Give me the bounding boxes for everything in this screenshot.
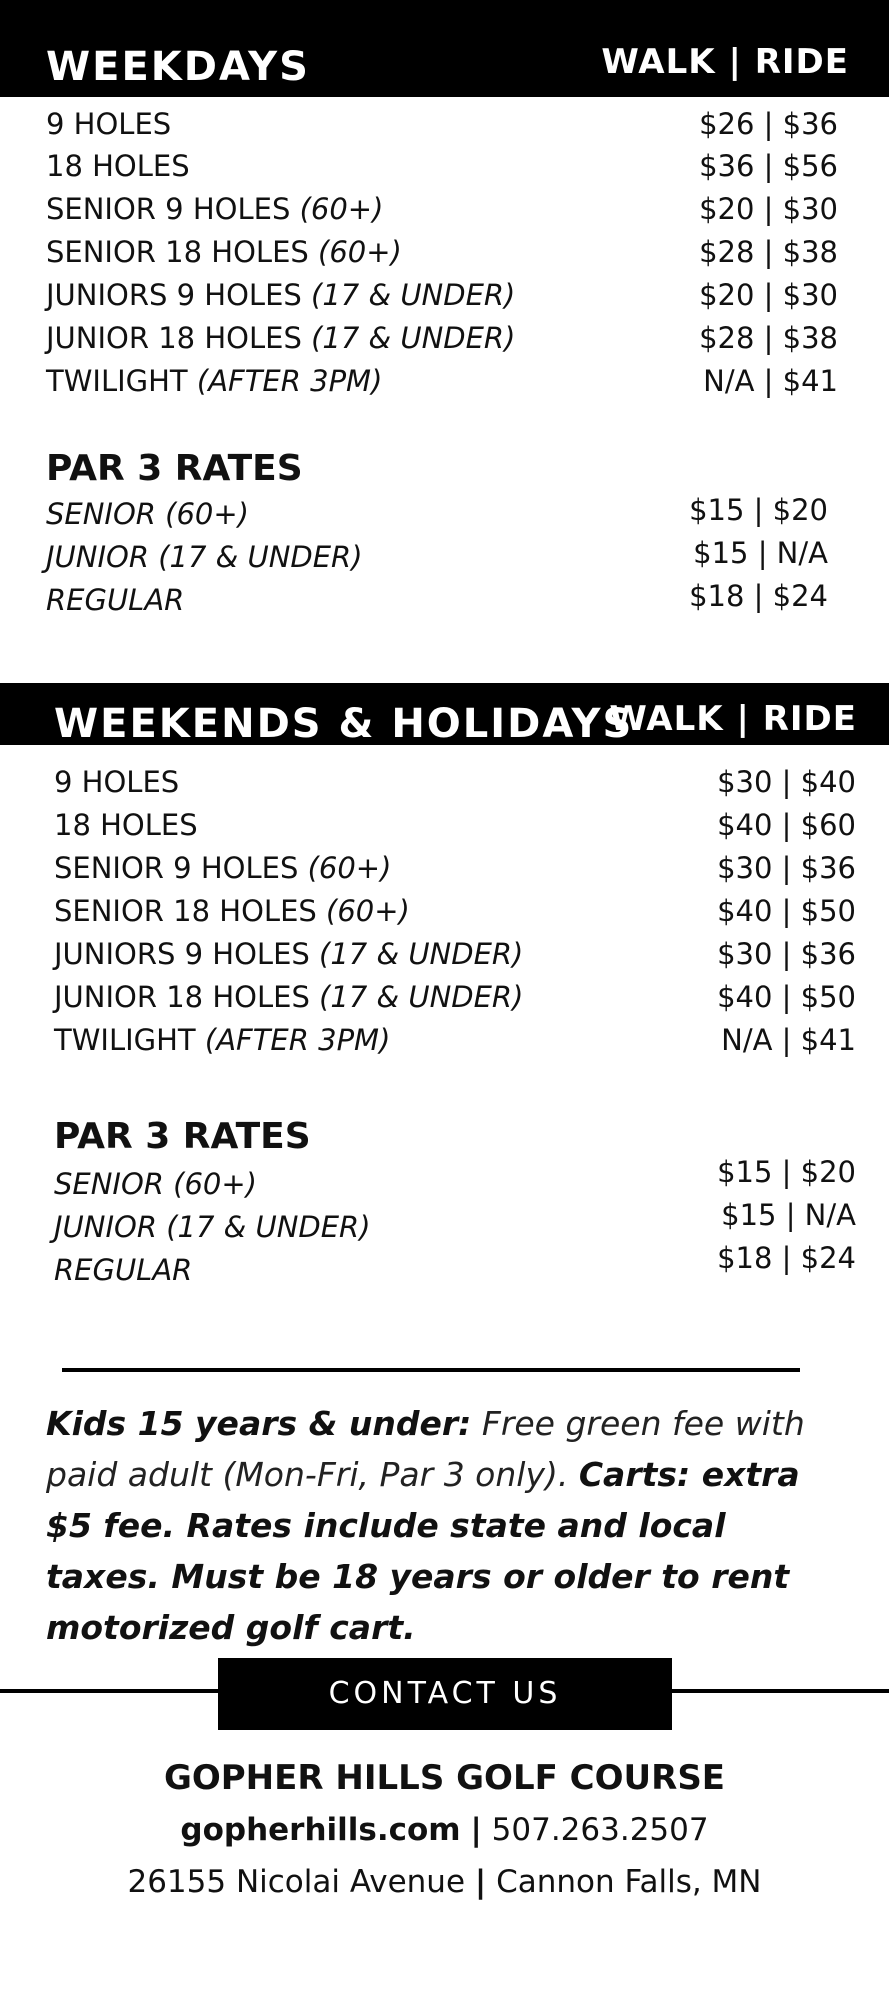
website-link[interactable]: gopherhills.com: [180, 1812, 461, 1848]
par3-label: REGULAR: [46, 583, 185, 617]
par3-price: $18 | $24: [689, 579, 828, 613]
rate-row: [54, 1020, 856, 1060]
rate-price: $40 | $60: [717, 808, 856, 842]
kids-text: Free green fee with paid adult (Mon-Fri, Par 3 only).: [46, 1404, 805, 1494]
rate-price: $30 | $36: [717, 851, 856, 885]
rate-row: [54, 977, 856, 1017]
weekends-header-bar: [0, 683, 889, 745]
rate-row: [54, 891, 856, 931]
weekdays-par3-heading: PAR 3 RATES: [46, 448, 303, 489]
rate-price: $30 | $40: [717, 765, 856, 799]
rate-label: TWILIGHT: [46, 364, 197, 398]
rate-label: 9 HOLES: [54, 765, 180, 799]
par3-price: $15 | $20: [717, 1155, 856, 1189]
rate-row: [46, 275, 838, 315]
rate-note: (60+): [307, 851, 392, 885]
par3-price: $18 | $24: [717, 1241, 856, 1275]
rate-price: N/A | $41: [721, 1023, 856, 1057]
par3-row: [46, 580, 826, 620]
street-address: 26155 Nicolai Avenue: [127, 1864, 466, 1900]
rate-price: $40 | $50: [717, 980, 856, 1014]
carts-note: Carts: extra $5 fee. Rates include state and local taxes. Must be 18 years or older to rent motorized golf cart.: [46, 1455, 800, 1647]
rate-label: SENIOR 9 HOLES: [46, 192, 300, 226]
separator: |: [474, 1864, 487, 1900]
weekends-columns-label: WALK | RIDE: [609, 699, 857, 739]
par3-row: [46, 537, 826, 577]
rate-label: JUNIORS 9 HOLES: [54, 937, 320, 971]
rate-price: $40 | $50: [717, 894, 856, 928]
weekends-rates-list: [54, 762, 856, 1062]
rate-label: 9 HOLES: [46, 107, 172, 141]
rate-row: [46, 104, 838, 144]
par3-row: [54, 1241, 856, 1290]
website-phone-line: [0, 1812, 889, 1848]
rate-note: (AFTER 3PM): [204, 1023, 391, 1057]
weekdays-title: WEEKDAYS: [46, 44, 310, 90]
par3-label: JUNIOR (17 & UNDER): [54, 1210, 371, 1244]
rate-label: JUNIORS 9 HOLES: [46, 278, 312, 312]
rate-price: $36 | $56: [699, 149, 838, 183]
rate-price: $30 | $36: [717, 937, 856, 971]
weekends-title: WEEKENDS & HOLIDAYS: [54, 701, 634, 747]
weekdays-rates-list: [46, 104, 838, 404]
par3-label: SENIOR (60+): [54, 1167, 257, 1201]
section-divider: [62, 1368, 800, 1372]
rate-label: SENIOR 18 HOLES: [54, 894, 327, 928]
par3-label: SENIOR (60+): [46, 497, 249, 531]
rate-row: [54, 762, 856, 802]
weekends-par3-list: [54, 1155, 856, 1294]
rate-row: [46, 318, 838, 358]
rate-price: $26 | $36: [699, 107, 838, 141]
rate-note: (17 & UNDER): [311, 278, 516, 312]
contact-us-button[interactable]: CONTACT US: [218, 1658, 672, 1730]
rate-note: (60+): [318, 235, 402, 269]
rate-row: [46, 189, 838, 229]
rate-label: JUNIOR 18 HOLES: [46, 321, 312, 355]
course-name: GOPHER HILLS GOLF COURSE: [163, 1758, 726, 1798]
weekdays-header-bar: [0, 0, 889, 97]
rate-note: (60+): [326, 894, 410, 928]
rate-note: (AFTER 3PM): [196, 364, 383, 398]
rate-row: [46, 361, 838, 401]
rate-label: SENIOR 18 HOLES: [46, 235, 319, 269]
fee-notes: [46, 1398, 846, 1653]
rate-label: JUNIOR 18 HOLES: [54, 980, 320, 1014]
weekdays-par3-list: [46, 494, 826, 624]
par3-label: REGULAR: [54, 1253, 193, 1287]
par3-label: JUNIOR (17 & UNDER): [46, 540, 363, 574]
par3-price: $15 | N/A: [693, 536, 828, 570]
rate-row: [54, 848, 856, 888]
separator: |: [470, 1812, 482, 1848]
kids-label: Kids 15 years & under:: [46, 1404, 472, 1443]
weekends-par3-heading: PAR 3 RATES: [54, 1116, 311, 1157]
par3-price: $15 | $20: [689, 493, 828, 527]
rate-note: (17 & UNDER): [319, 980, 524, 1014]
rate-row: [54, 934, 856, 974]
rate-row: [46, 146, 838, 186]
city: Cannon Falls, MN: [496, 1864, 762, 1900]
rate-label: TWILIGHT: [54, 1023, 205, 1057]
phone-number[interactable]: 507.263.2507: [491, 1812, 709, 1848]
rate-note: (17 & UNDER): [311, 321, 516, 355]
rate-label: 18 HOLES: [54, 808, 198, 842]
rate-price: $20 | $30: [699, 278, 838, 312]
rate-label: SENIOR 9 HOLES: [54, 851, 308, 885]
rate-price: $20 | $30: [699, 192, 838, 226]
rate-price: N/A | $41: [703, 364, 838, 398]
rate-label: 18 HOLES: [46, 149, 190, 183]
rate-row: [54, 805, 856, 845]
weekdays-columns-label: WALK | RIDE: [601, 42, 849, 82]
par3-row: [54, 1155, 856, 1204]
rate-note: (17 & UNDER): [319, 937, 524, 971]
rate-price: $28 | $38: [699, 235, 838, 269]
rate-note: (60+): [299, 192, 384, 226]
par3-row: [46, 494, 826, 534]
par3-price: $15 | N/A: [721, 1198, 856, 1232]
address-line: [0, 1864, 889, 1900]
rate-row: [46, 232, 838, 272]
rate-price: $28 | $38: [699, 321, 838, 355]
